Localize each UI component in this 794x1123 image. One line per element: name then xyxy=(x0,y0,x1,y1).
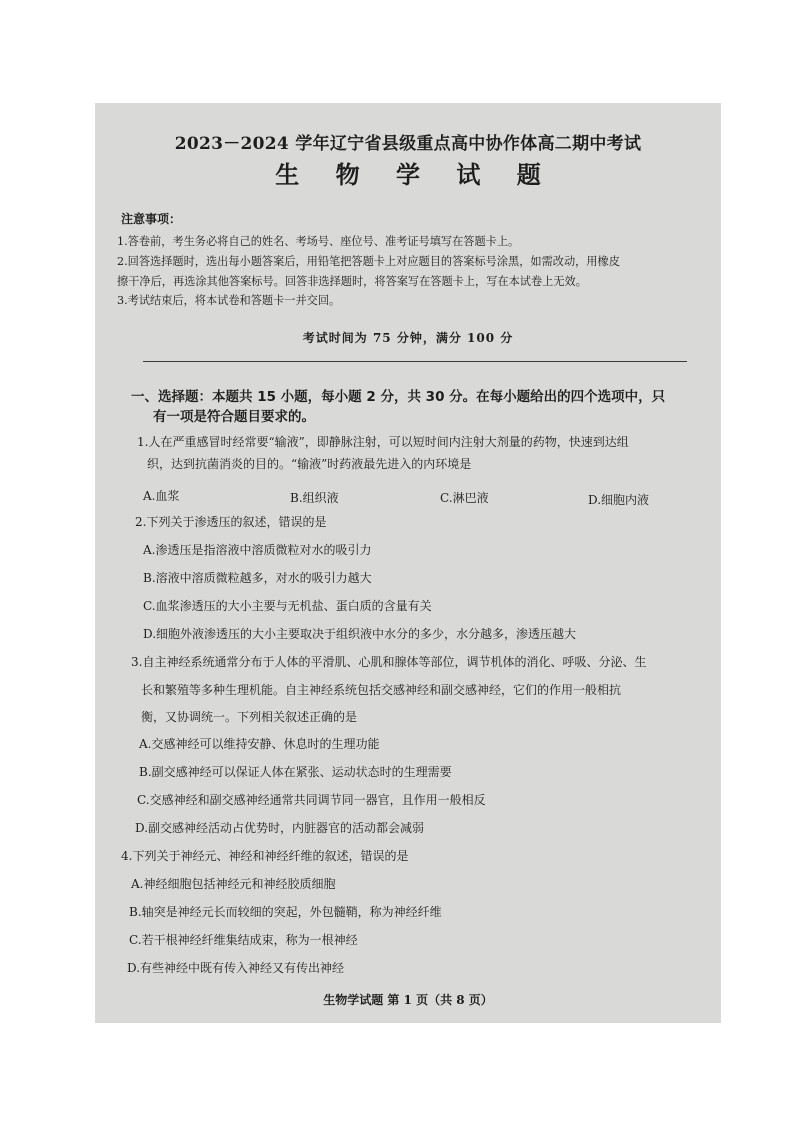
exam-title: 2023－2024 学年辽宁省县级重点高中协作体高二期中考试 xyxy=(174,134,642,154)
notice-heading: 注意事项： xyxy=(121,212,182,226)
question-1-option-b: B.组织液 xyxy=(290,491,339,505)
question-3-option-b: B.副交感神经可以保证人体在紧张、运动状态时的生理需要 xyxy=(139,765,452,779)
question-4-option-b: B.轴突是神经元长而较细的突起，外包髓鞘，称为神经纤维 xyxy=(129,905,442,919)
notice-line: 2.回答选择题时，选出每小题答案后，用铅笔把答题卡上对应题目的答案标号涂黑，如需改动，用橡皮 xyxy=(117,255,620,268)
question-3-option-a: A.交感神经可以维持安静、休息时的生理功能 xyxy=(139,737,380,751)
question-3-option-d: D.副交感神经活动占优势时，内脏器官的活动都会减弱 xyxy=(135,821,425,835)
notice-line: 擦干净后，再选涂其他答案标号。回答非选择题时，将答案写在答题卡上，写在本试卷上无效。 xyxy=(117,275,587,288)
question-4-stem: 4.下列关于神经元、神经和神经纤维的叙述，错误的是 xyxy=(121,849,409,863)
question-3-option-c: C.交感神经和副交感神经通常共同调节同一器官，且作用一般相反 xyxy=(137,793,486,807)
question-2-option-a: A.渗透压是指溶液中溶质微粒对水的吸引力 xyxy=(143,543,372,557)
exam-paper xyxy=(95,103,721,1023)
exam-time: 考试时间为 75 分钟，满分 100 分 xyxy=(302,331,514,345)
question-1-stem: 1.人在严重感冒时经常要“输液”，即静脉注射，可以短时间内注射大剂量的药物，快速到达组 xyxy=(137,435,629,449)
notice-line: 3.考试结束后，将本试卷和答题卡一并交回。 xyxy=(117,294,341,307)
question-1-stem: 织，达到抗菌消炎的目的。“输液”时药液最先进入的内环境是 xyxy=(147,457,472,471)
divider xyxy=(143,361,687,362)
question-2-option-c: C.血浆渗透压的大小主要与无机盐、蛋白质的含量有关 xyxy=(143,599,432,613)
question-2-option-b: B.溶液中溶质微粒越多，对水的吸引力越大 xyxy=(143,571,372,585)
page-footer: 生物学试题 第 1 页（共 8 页） xyxy=(323,993,493,1007)
question-1-option-c: C.淋巴液 xyxy=(440,491,489,505)
question-2-option-d: D.细胞外液渗透压的大小主要取决于组织液中水分的多少，水分越多，渗透压越大 xyxy=(143,627,577,641)
question-3-stem: 长和繁殖等多种生理机能。自主神经系统包括交感神经和副交感神经，它们的作用一般相抗 xyxy=(141,683,622,697)
exam-subtitle: 生 物 学 试 题 xyxy=(275,160,555,189)
section-heading-cont: 有一项是符合题目要求的。 xyxy=(153,409,315,425)
question-4-option-d: D.有些神经中既有传入神经又有传出神经 xyxy=(127,961,345,975)
question-3-stem: 3.自主神经系统通常分布于人体的平滑肌、心肌和腺体等部位，调节机体的消化、呼吸、分泌、生 xyxy=(131,655,647,669)
question-2-stem: 2.下列关于渗透压的叙述，错误的是 xyxy=(135,515,327,529)
notice-line: 1.答卷前，考生务必将自己的姓名、考场号、座位号、准考证号填写在答题卡上。 xyxy=(117,235,520,248)
question-1-option-d: D.细胞内液 xyxy=(588,493,650,507)
section-heading: 一、选择题：本题共 15 小题，每小题 2 分，共 30 分。在每小题给出的四个选项中，只 xyxy=(131,389,666,405)
question-4-option-c: C.若干根神经纤维集结成束，称为一根神经 xyxy=(129,933,358,947)
question-4-option-a: A.神经细胞包括神经元和神经胶质细胞 xyxy=(131,877,336,891)
question-1-option-a: A.血浆 xyxy=(143,489,180,503)
question-3-stem: 衡，又协调统一。下列相关叙述正确的是 xyxy=(141,710,358,724)
